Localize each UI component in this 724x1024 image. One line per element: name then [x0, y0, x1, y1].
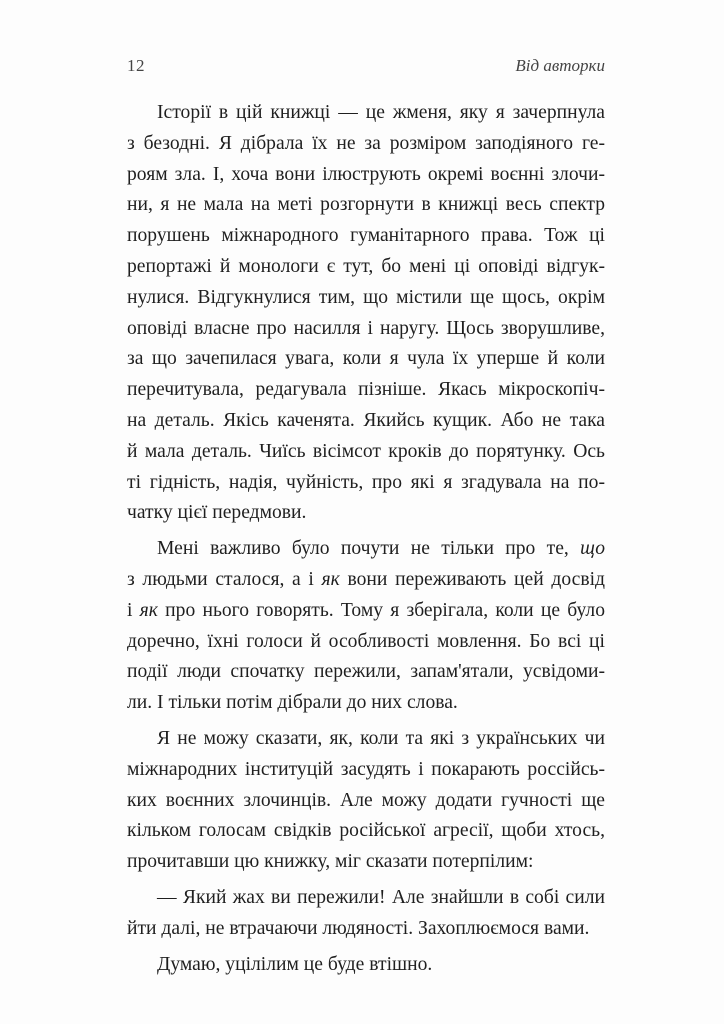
italic-text: як — [321, 568, 340, 590]
paragraph — [127, 724, 605, 878]
text-line — [127, 129, 605, 160]
text-segment: про нього говорять. Тому я зберігала, коли це було — [157, 599, 606, 621]
paragraph — [127, 534, 605, 719]
text-line — [127, 786, 605, 817]
text-segment: — Який жах ви пережили! Але знайшли в собі сили — [157, 886, 605, 908]
text-line — [127, 816, 605, 847]
text-segment: чатку цієї передмови. — [127, 502, 307, 524]
text-line — [127, 437, 605, 468]
text-line — [127, 688, 605, 719]
text-line — [127, 221, 605, 252]
text-line — [127, 627, 605, 658]
section-title: Від авторки — [515, 56, 605, 75]
body-text — [127, 98, 605, 980]
text-line — [127, 160, 605, 191]
text-line — [127, 468, 605, 499]
text-line — [127, 847, 605, 878]
text-segment: прочитавши цю книжку, міг сказати потерпілим: — [127, 851, 534, 873]
text-segment: міжнародних інституцій засудять і покарають россійсь- — [127, 758, 605, 780]
text-segment: роям зла. І, хоча вони ілюструють окремі воєнні злочи- — [127, 163, 605, 185]
text-line — [127, 190, 605, 221]
text-line — [127, 724, 605, 755]
italic-text: що — [580, 538, 605, 560]
text-line — [127, 252, 605, 283]
text-segment: перечитувала, редагувала пізніше. Якась мікроскопіч- — [127, 379, 605, 401]
italic-text: як — [139, 599, 158, 621]
text-segment: ких воєнних злочинців. Але можу додати гучності ще — [127, 789, 605, 811]
text-line — [127, 375, 605, 406]
page-number: 12 — [127, 56, 145, 75]
text-segment: ни, я не мала на меті розгорнути в книжці весь спектр — [127, 194, 605, 216]
text-segment: ті гідність, надія, чуйність, про які я згадувала на по- — [127, 471, 605, 493]
text-segment: і — [127, 599, 140, 621]
text-segment: Мені важливо було почути не тільки про те, — [157, 538, 581, 560]
text-segment: з безодні. Я дібрала їх не за розміром заподіяного ге- — [127, 132, 605, 154]
text-segment: й мала деталь. Чиїсь вісімсот кроків до порятунку. Ось — [127, 440, 605, 462]
text-line — [127, 534, 605, 565]
text-line — [127, 98, 605, 129]
text-segment: Думаю, уцілілим це буде втішно. — [157, 953, 433, 975]
text-segment: нулися. Відгукнулися тим, що містили ще щось, окрім — [127, 286, 605, 308]
paragraph — [127, 950, 605, 981]
text-line — [127, 657, 605, 688]
text-line — [127, 344, 605, 375]
text-segment: доречно, їхні голоси й особливості мовлення. Бо всі ці — [127, 630, 605, 652]
text-line — [127, 565, 605, 596]
text-segment: репортажі й монологи є тут, бо мені ці оповіді відгук- — [127, 255, 605, 277]
text-segment: вони переживають цей досвід — [339, 568, 605, 590]
text-segment: порушень міжнародного гуманітарного права. Тож ці — [127, 225, 605, 247]
text-line — [127, 283, 605, 314]
text-line — [127, 498, 605, 529]
text-segment: на деталь. Якісь каченята. Якийсь кущик. Або не така — [127, 409, 605, 431]
text-line — [127, 406, 605, 437]
text-segment: ли. І тільки потім дібрали до них слова. — [127, 692, 458, 714]
text-line — [127, 950, 605, 981]
text-segment: за що зачепилася увага, коли я чула їх уперше й коли — [127, 348, 605, 370]
paragraph — [127, 98, 605, 529]
text-segment: оповіді власне про насилля і наругу. Щось зворушливе, — [127, 317, 605, 339]
paragraph — [127, 883, 605, 945]
text-segment: Історії в цій книжці — це жменя, яку я зачерпнула — [157, 102, 605, 123]
text-line — [127, 914, 605, 945]
text-segment: події люди спочатку пережили, запам'ятали, усвідоми- — [127, 661, 605, 683]
text-line — [127, 314, 605, 345]
text-line — [127, 596, 605, 627]
text-segment: кільком голосам свідків російської агресії, щоби хтось, — [127, 820, 605, 842]
text-segment: Я не можу сказати, як, коли та які з українських чи — [157, 727, 605, 749]
text-line — [127, 755, 605, 786]
text-segment: йти далі, не втрачаючи людяності. Захоплюємося вами. — [127, 917, 590, 939]
text-segment: з людьми сталося, а і — [127, 568, 322, 590]
text-line — [127, 883, 605, 914]
